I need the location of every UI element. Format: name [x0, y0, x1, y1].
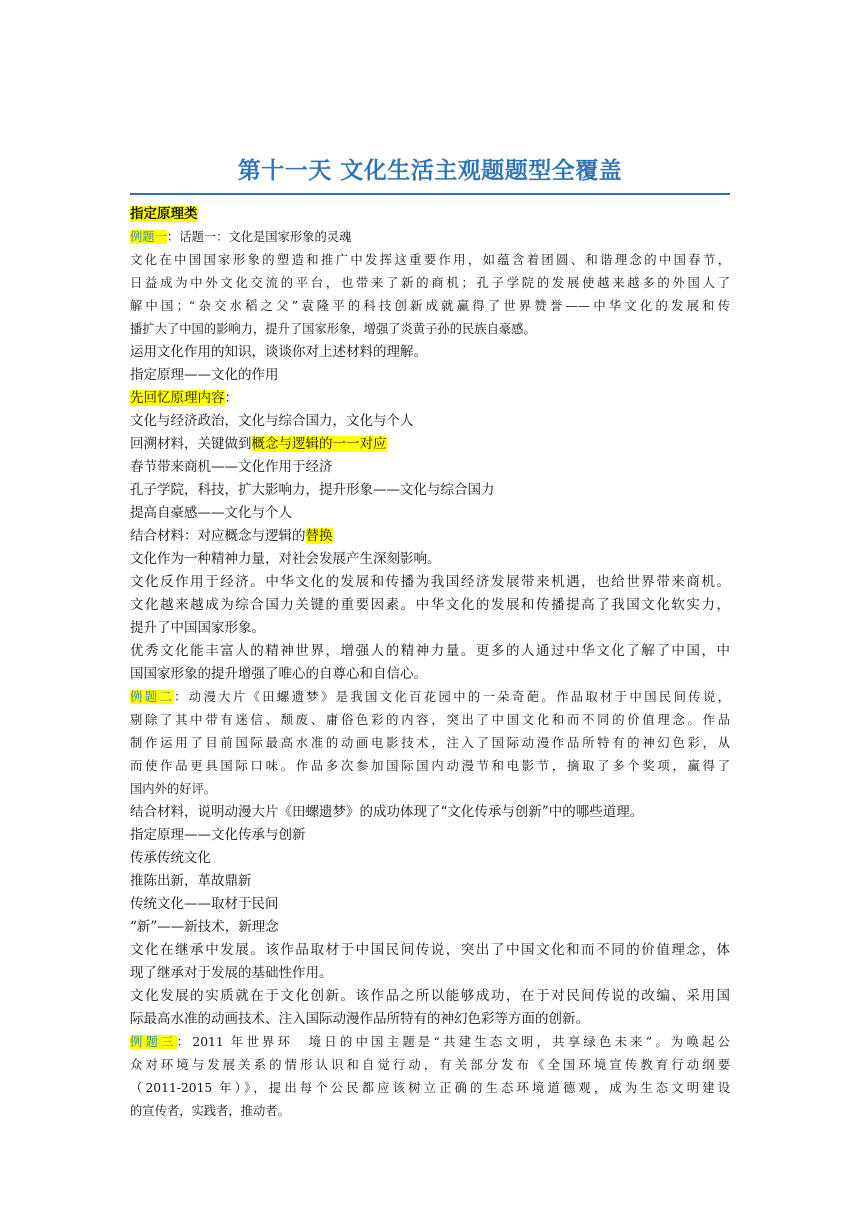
example-2-note: 传承传统文化	[130, 850, 211, 866]
example-3-first-line	[130, 1031, 730, 1054]
mapping-line: 春节带来商机——文化作用于经济	[130, 459, 333, 475]
example-2-material-line: 剔除了其中带有迷信、颓废、庸俗色彩的内容，突出了中国文化和而不同的价值理念。作品	[130, 713, 730, 727]
example-1-material-line: 播扩大了中国的影响力，提升了国家形象，增强了炎黄子孙的民族自豪感。	[130, 322, 536, 336]
recall-colon: ：	[224, 390, 238, 406]
recall-line	[130, 387, 730, 410]
trace-prefix: 回溯材料，关键做到	[130, 436, 252, 452]
example-2-answer-line: 际最高水准的动画技术、注入国际动漫作品所特有的神幻色彩等方面的创新。	[130, 1011, 589, 1027]
example-3-material-line: 众对环境与发展关系的情形认识和自觉行动，有关部分发布《全国环境宣传教育行动纲要	[130, 1058, 730, 1072]
example-1-material-line: 解中国；“杂交水稻之父”袁隆平的科技创新成就赢得了世界赞誉——中华文化的发展和传	[130, 299, 730, 313]
example-2-note: 传统文化——取材于民间	[130, 896, 279, 912]
page-title: 第十一天 文化生活主观题题型全覆盖	[237, 158, 623, 184]
trace-line	[130, 433, 730, 456]
document-body	[130, 203, 730, 1123]
example-3-label: 例题三	[130, 1035, 177, 1049]
example-2-material: ：动漫大片《田螺遗梦》是我国文化百花园中的一朵奇葩。作品取材于中国民间传说，	[174, 690, 730, 704]
example-2-answer-line: 文化在继承中发展。该作品取材于中国民间传说，突出了中国文化和而不同的价值理念，体	[130, 942, 730, 958]
example-2-answer-line: 现了继承对于发展的基础性作用。	[130, 965, 333, 981]
mapping-line: 提高自豪感——文化与个人	[130, 505, 292, 521]
example-2-first-line	[130, 686, 730, 709]
title-underline	[130, 193, 730, 195]
recall-label: 先回忆原理内容	[130, 390, 225, 406]
example-1-material-line: 文化在中国国家形象的塑造和推广中发挥这重要作用，如蕴含着团圆、和谐理念的中国春节，	[130, 253, 730, 267]
example-3-material-line: 的宣传者，实践者，推动者。	[130, 1104, 290, 1118]
example-1-topic: ：话题一：文化是国家形象的灵魂	[166, 230, 352, 244]
combine-line	[130, 525, 730, 548]
example-2-material-line: 制作运用了目前国际最高水准的动画电影技术，注入了国际动漫作品所特有的神幻色彩，从	[130, 736, 730, 750]
example-1-answer-line: 文化反作用于经济。中华文化的发展和传播为我国经济发展带来机遇，也给世界带来商机。	[130, 574, 730, 590]
example-2-label: 例题二	[130, 690, 175, 704]
example-1-material-line: 日益成为中外文化交流的平台，也带来了新的商机；孔子学院的发展使越来越多的外国人了	[130, 276, 730, 290]
example-2-principle: 指定原理——文化传承与创新	[130, 827, 306, 843]
example-1-answer-line: 文化作为一种精神力量，对社会发展产生深刻影响。	[130, 551, 441, 567]
example-1-answer-line: 优秀文化能丰富人的精神世界，增强人的精神力量。更多的人通过中华文化了解了中国，中	[130, 643, 730, 659]
section-heading: 指定原理类	[130, 206, 198, 222]
example-1-answer-line: 文化越来越成为综合国力关键的重要因素。中华文化的发展和传播提高了我国文化软实力，	[130, 597, 730, 613]
example-1-principle: 指定原理——文化的作用	[130, 367, 279, 383]
example-2-material-line: 国内外的好评。	[130, 782, 217, 796]
example-1-question: 运用文化作用的知识，谈谈你对上述材料的理解。	[130, 344, 427, 360]
example-1-label: 例题一	[130, 230, 167, 244]
recall-content: 文化与经济政治，文化与综合国力，文化与个人	[130, 413, 414, 429]
trace-highlight: 概念与逻辑的一一对应	[251, 436, 387, 452]
example-2-note: “新”——新技术，新理念	[130, 919, 279, 935]
example-2-note: 推陈出新，革故鼎新	[130, 873, 252, 889]
example-1-answer-line: 国国家形象的提升增强了唯心的自尊心和自信心。	[130, 666, 427, 682]
example-2-material-line: 而使作品更具国际口味。作品多次参加国际国内动漫节和电影节，摘取了多个奖项，赢得了	[130, 759, 730, 773]
mapping-line: 孔子学院，科技，扩大影响力，提升形象——文化与综合国力	[130, 482, 495, 498]
example-3-material-line: （2011-2015 年）》，提出每个公民都应该树立正确的生态环境道德观，成为生态文明建设	[130, 1081, 730, 1095]
example-2-question: 结合材料，说明动漫大片《田螺遗梦》的成功体现了“文化传承与创新”中的哪些道理。	[130, 804, 644, 820]
example-1-topic-line	[130, 226, 730, 249]
combine-prefix: 结合材料：对应概念与逻辑的	[130, 528, 306, 544]
combine-highlight: 替换	[305, 528, 333, 544]
example-2-answer-line: 文化发展的实质就在于文化创新。该作品之所以能够成功，在于对民间传说的改编、采用国	[130, 988, 730, 1004]
example-1-answer-line: 提升了中国国家形象。	[130, 620, 265, 636]
example-3-material: ：2011 年世界环 境日的中国主题是“共建生态文明，共享绿色未来”。为唤起公	[176, 1035, 730, 1049]
